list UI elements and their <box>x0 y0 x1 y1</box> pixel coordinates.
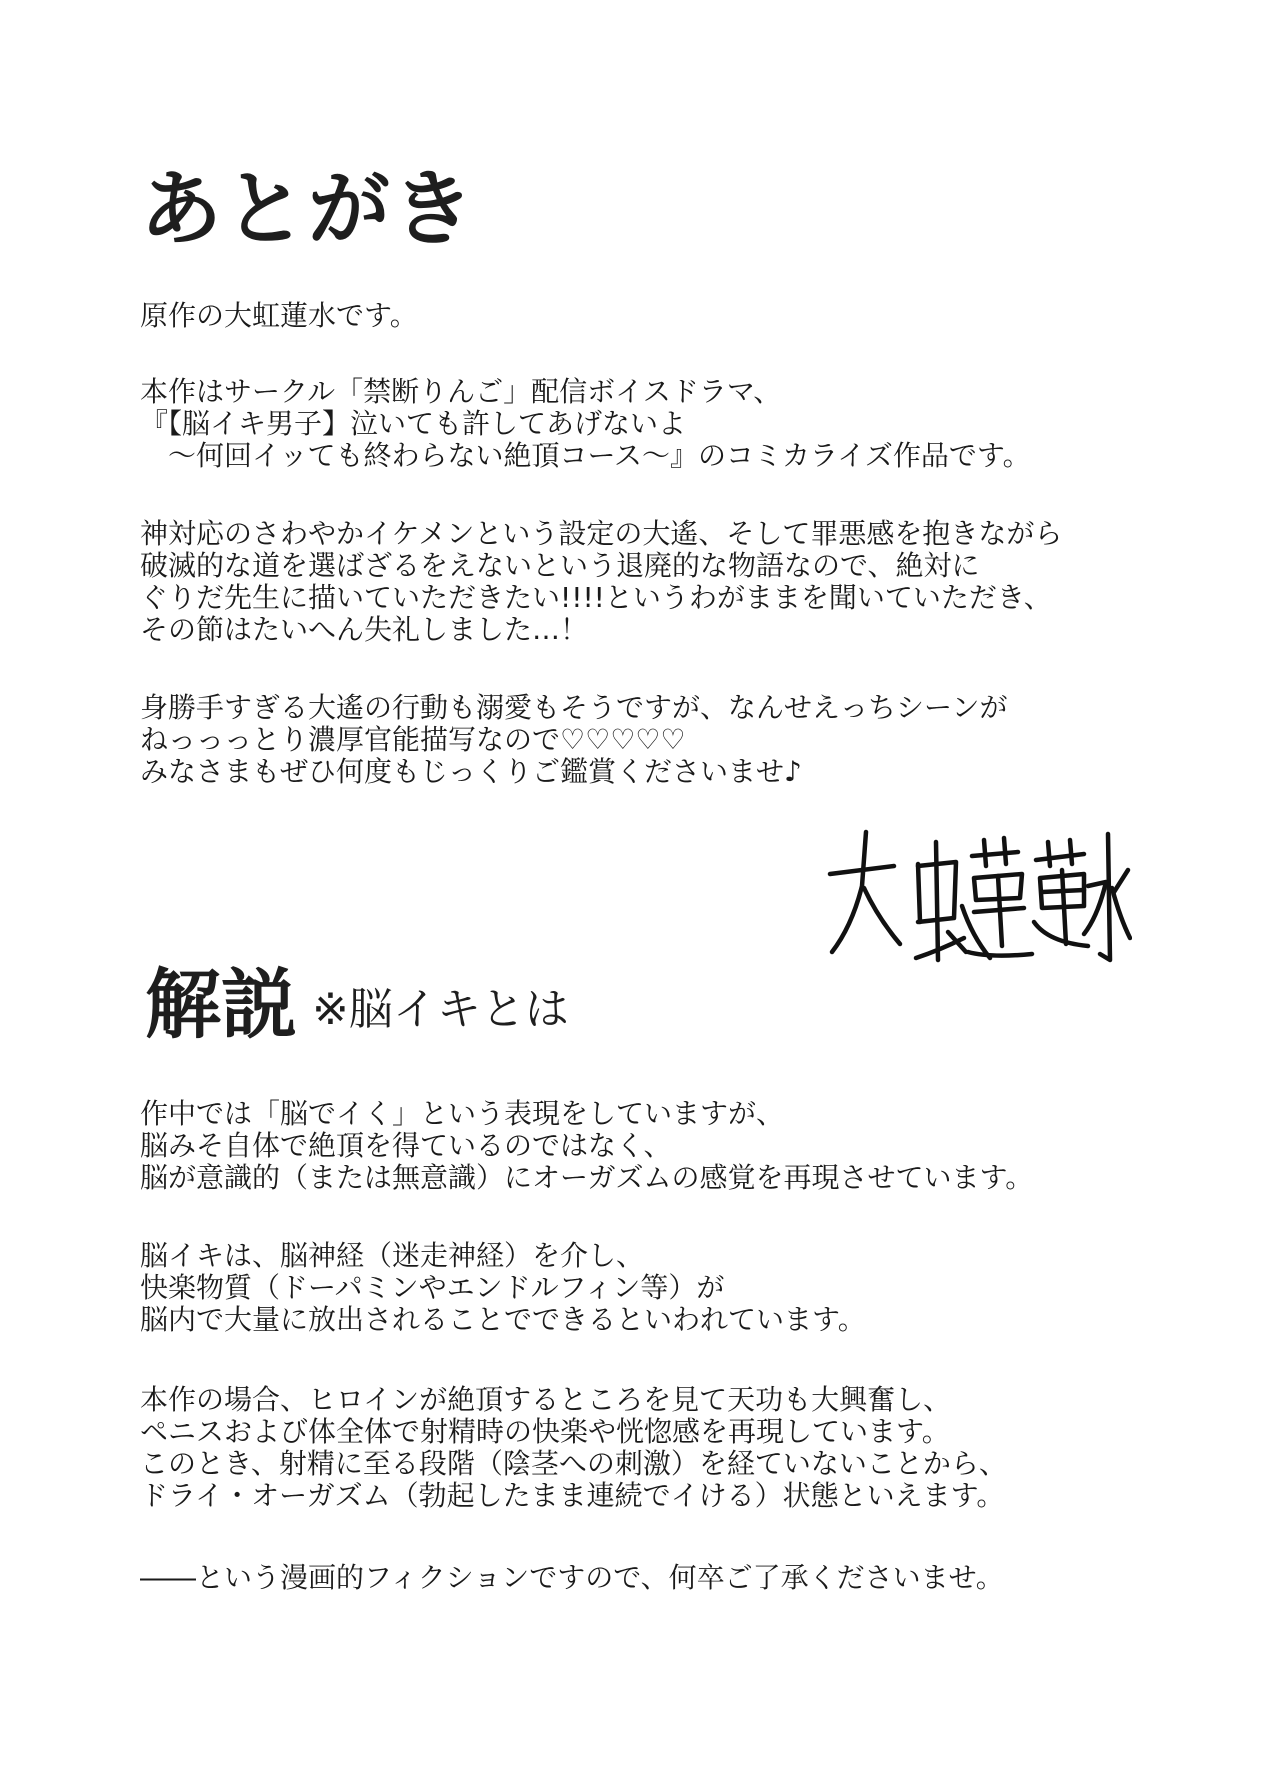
explanation-paragraph-2 <box>140 1240 1180 1336</box>
afterword-paragraph-1 <box>140 300 1180 332</box>
text-line: 本作はサークル「禁断りんご」配信ボイスドラマ、 <box>140 375 782 408</box>
text-line: 破滅的な道を選ばざるをえないという退廃的な物語なので、絶対に <box>140 549 980 582</box>
text-line: 『【脳イキ男子】泣いても許してあげないよ <box>140 407 687 440</box>
text-line: ――という漫画的フィクションですので、何卒ご了承くださいませ。 <box>140 1561 1004 1594</box>
handwritten-signature <box>822 826 1132 976</box>
text-line: ぐりだ先生に描いていただきたい!!!!というわがままを聞いていただき、 <box>140 581 1052 614</box>
text-line: みなさまもぜひ何度もじっくりご鑑賞くださいませ♪ <box>140 755 802 788</box>
text-line: ねっっっとり濃厚官能描写なので♡♡♡♡♡ <box>140 723 686 756</box>
text-line: 脳が意識的（または無意識）にオーガズムの感覚を再現させています。 <box>140 1161 1034 1194</box>
text-line: その節はたいへん失礼しました…！ <box>140 613 589 646</box>
text-line: 脳内で大量に放出されることでできるといわれています。 <box>140 1303 866 1336</box>
explanation-heading: 解説 <box>145 960 297 1049</box>
text-line: 〜何回イッても終わらない絶頂コース〜』のコミカライズ作品です。 <box>168 439 1031 472</box>
text-line: 神対応のさわやかイケメンという設定の大遙、そして罪悪感を抱きながら <box>140 517 1063 550</box>
explanation-paragraph-3 <box>140 1384 1180 1512</box>
text-line: 原作の大虹蓮水です。 <box>140 299 418 332</box>
text-line: 脳イキは、脳神経（迷走神経）を介し、 <box>140 1239 645 1272</box>
afterword-paragraph-3 <box>140 518 1180 646</box>
text-line: ドライ・オーガズム（勃起したまま連続でイける）状態といえます。 <box>140 1479 1005 1512</box>
afterword-paragraph-2 <box>140 376 1180 472</box>
afterword-paragraph-4 <box>140 692 1180 788</box>
text-line: 脳みそ自体で絶頂を得ているのではなく、 <box>140 1129 672 1162</box>
text-line: このとき、射精に至る段階（陰茎への刺激）を経ていないことから、 <box>140 1447 1007 1480</box>
explanation-subheading: ※脳イキとは <box>312 984 569 1035</box>
text-line: 作中では「脳でイく」という表現をしていますが、 <box>140 1097 785 1130</box>
text-line: 快楽物質（ドーパミンやエンドルフィン等）が <box>140 1271 725 1304</box>
text-line: 本作の場合、ヒロインが絶頂するところを見て天功も大興奮し、 <box>140 1383 952 1416</box>
text-line: 身勝手すぎる大遙の行動も溺愛もそうですが、なんせえっちシーンが <box>140 691 1008 724</box>
explanation-paragraph-1 <box>140 1098 1180 1194</box>
text-line: ペニスおよび体全体で射精時の快楽や恍惚感を再現しています。 <box>140 1415 950 1448</box>
explanation-paragraph-4 <box>140 1562 1180 1594</box>
afterword-heading: あとがき <box>140 162 477 257</box>
